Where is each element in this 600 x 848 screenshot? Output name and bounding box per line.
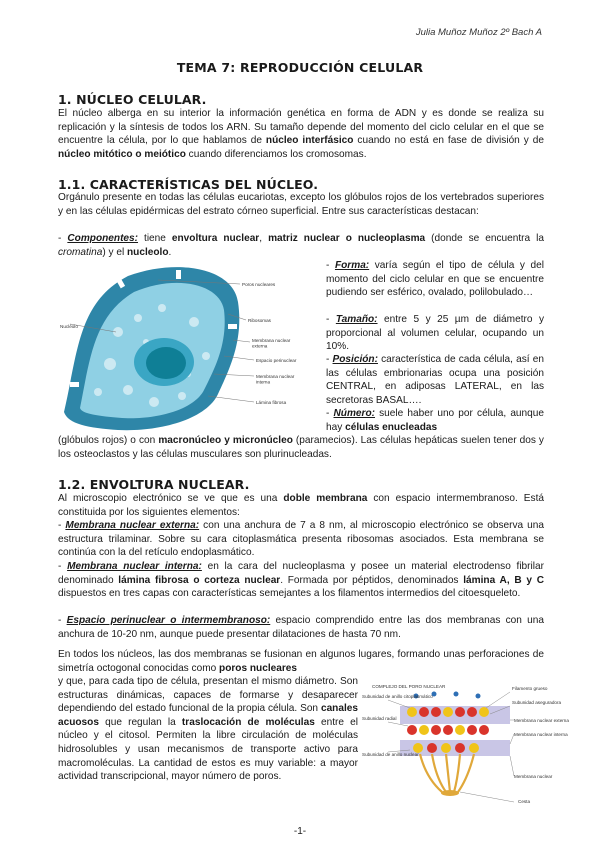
label-membrana-nuclear: Membrana nuclear [514, 774, 553, 779]
nuclear-pore-diagram [360, 682, 569, 806]
membrana-externa-item: - Membrana nuclear externa: con una anchura de 7 a 8 nm, al microscopio electrónico se observa una estructura trilaminar. Sobre su cara citoplasmática presenta ribosomas asociados. Esta membrana se continúa con la del retículo endoplasmático. [58, 520, 544, 559]
numero-item-start: - Número: suele haber uno por célula, aunque hay células enucleadas [326, 408, 545, 433]
label-membrana-externa: Membrana nuclear externa [252, 338, 291, 349]
label-membrana-interna: Membrana nuclear interna [256, 374, 295, 385]
section-1-2-heading: 1.2. ENVOLTURA NUCLEAR. [58, 477, 250, 492]
page-number: -1- [293, 826, 307, 837]
section-1-paragraph: El núcleo alberga en su interior la información genética en forma de ADN y es donde se realiza su replicación y la síntesis de todos los ARN. Su tamaño depende del momento del ciclo celular en el que se encuentre la célula, por lo que hablamos de núcleo interfásico cuando no está en fase de división y de núcleo mitótico o meiótico cuando diferenciamos los cromosomas. [58, 108, 544, 160]
forma-item: - Forma: varía según el tipo de célula y del momento del ciclo celular en que se encuentre pudiendo ser esférico, ovalado, polilobulado… [326, 260, 545, 299]
label-poros-nucleares: Poros nucleares [242, 282, 276, 287]
label-subunidad-aseguradora: Subunidad aseguradora [512, 700, 562, 705]
section-1-heading: 1. NÚCLEO CELULAR. [58, 92, 207, 107]
poros-paragraph-wrap: y que, para cada tipo de célula, presentan el mismo diámetro. Son estructuras dinámicas, capaces de formarse y desaparecer dependiendo del estado funcional de la propia célula. Son canales acuosos que regulan la traslocación de moléculas entre el núcleo y el citosol. Permiten la libre circulación de moléculas hidrosolubles y usan mecanismos de transporte activo para macromoléculas. La cantidad de estos es muy variable: a mayor actividad transcripcional, mayor número de poros. [58, 676, 358, 783]
poros-paragraph-top: En todos los núcleos, las dos membranas se fusionan en algunos lugares, formando unas perforaciones de simetría octogonal conocidas como poros nucleares [58, 649, 544, 674]
nucleus-diagram [58, 262, 320, 434]
section-1-1-intro: Orgánulo presente en todas las células eucariotas, excepto los glóbulos rojos de los vertebrados superiores y en las células epidérmicas del estrato córneo superficial. Entre sus características destacan: [58, 192, 544, 217]
label-membrana-nuclear-interna: Membrana nuclear interna [514, 732, 568, 737]
numero-item-continuation: (glóbulos rojos) o con macronúcleo y micronúcleo (paramecios). Las células hepáticas suelen tener dos y los osteoclastos y las células musculares son plurinucleadas. [58, 435, 544, 460]
espacio-perinuclear-item: - Espacio perinuclear o intermembranoso: espacio comprendido entre las dos membranas con una anchura de 10-20 nm, aunque puede presentar dilataciones de hasta 70 nm. [58, 615, 544, 640]
basket-filaments [420, 754, 474, 792]
label-ribosomas: Ribosomas [248, 318, 271, 323]
outer-membrane-band [400, 706, 510, 724]
author-header: Julia Muñoz Muñoz 2º Bach A [415, 27, 542, 38]
label-subunidad-radial: Subunidad radial [362, 716, 397, 721]
label-lamina-fibrosa: Lámina fibrosa [256, 400, 287, 405]
label-anillo-nuclear: Subunidad de anillo nuclear [362, 752, 419, 757]
tamano-item: - Tamaño: entre 5 y 25 µm de diámetro y proporcional al volumen celular, ocupando un 10%. [326, 314, 544, 353]
label-espacio-perinuclear: Espacio perinuclear [256, 358, 297, 363]
nucleolus [146, 347, 186, 379]
section-1-2-intro: Al microscopio electrónico se ve que es una doble membrana con espacio intermembranoso. Está constituida por los siguientes elementos: [58, 493, 544, 518]
componentes-item: - Componentes: tiene envoltura nuclear, matriz nuclear o nucleoplasma (donde se encuentra la cromatina) y el nucleolo. [58, 233, 545, 258]
membrana-interna-item: - Membrana nuclear interna: en la cara del nucleoplasma y posee un material electrodenso fibrilar denominado lámina fibrosa o corteza nuclear. Formada por péptidos, denominados lámina A, B y C dispuestos en tres capas con características semejantes a los filamentos intermedios del citoesqueleto. [58, 561, 544, 600]
pore-title: COMPLEJO DEL PORO NUCLEAR [372, 684, 446, 689]
label-cesta: Cesta [518, 799, 531, 804]
page-title: TEMA 7: REPRODUCCIÓN CELULAR [176, 60, 424, 75]
posicion-item: - Posición: característica de cada célula, así en las células embrionarias ocupa una posición CENTRAL, en adiposas LATERAL, en las secretoras BASAL…. [326, 354, 544, 406]
label-nucleolo: Nucléolo [60, 324, 78, 329]
basket-ring [441, 790, 459, 796]
label-membrana-nuclear-externa: Membrana nuclear externa [514, 718, 569, 723]
section-1-1-heading: 1.1. CARACTERÍSTICAS DEL NÚCLEO. [58, 177, 319, 192]
label-anillo-citoplasmatico: Subunidad de anillo citoplasmático [362, 694, 433, 699]
label-filamento-grueso: Filamento grueso [512, 686, 548, 691]
